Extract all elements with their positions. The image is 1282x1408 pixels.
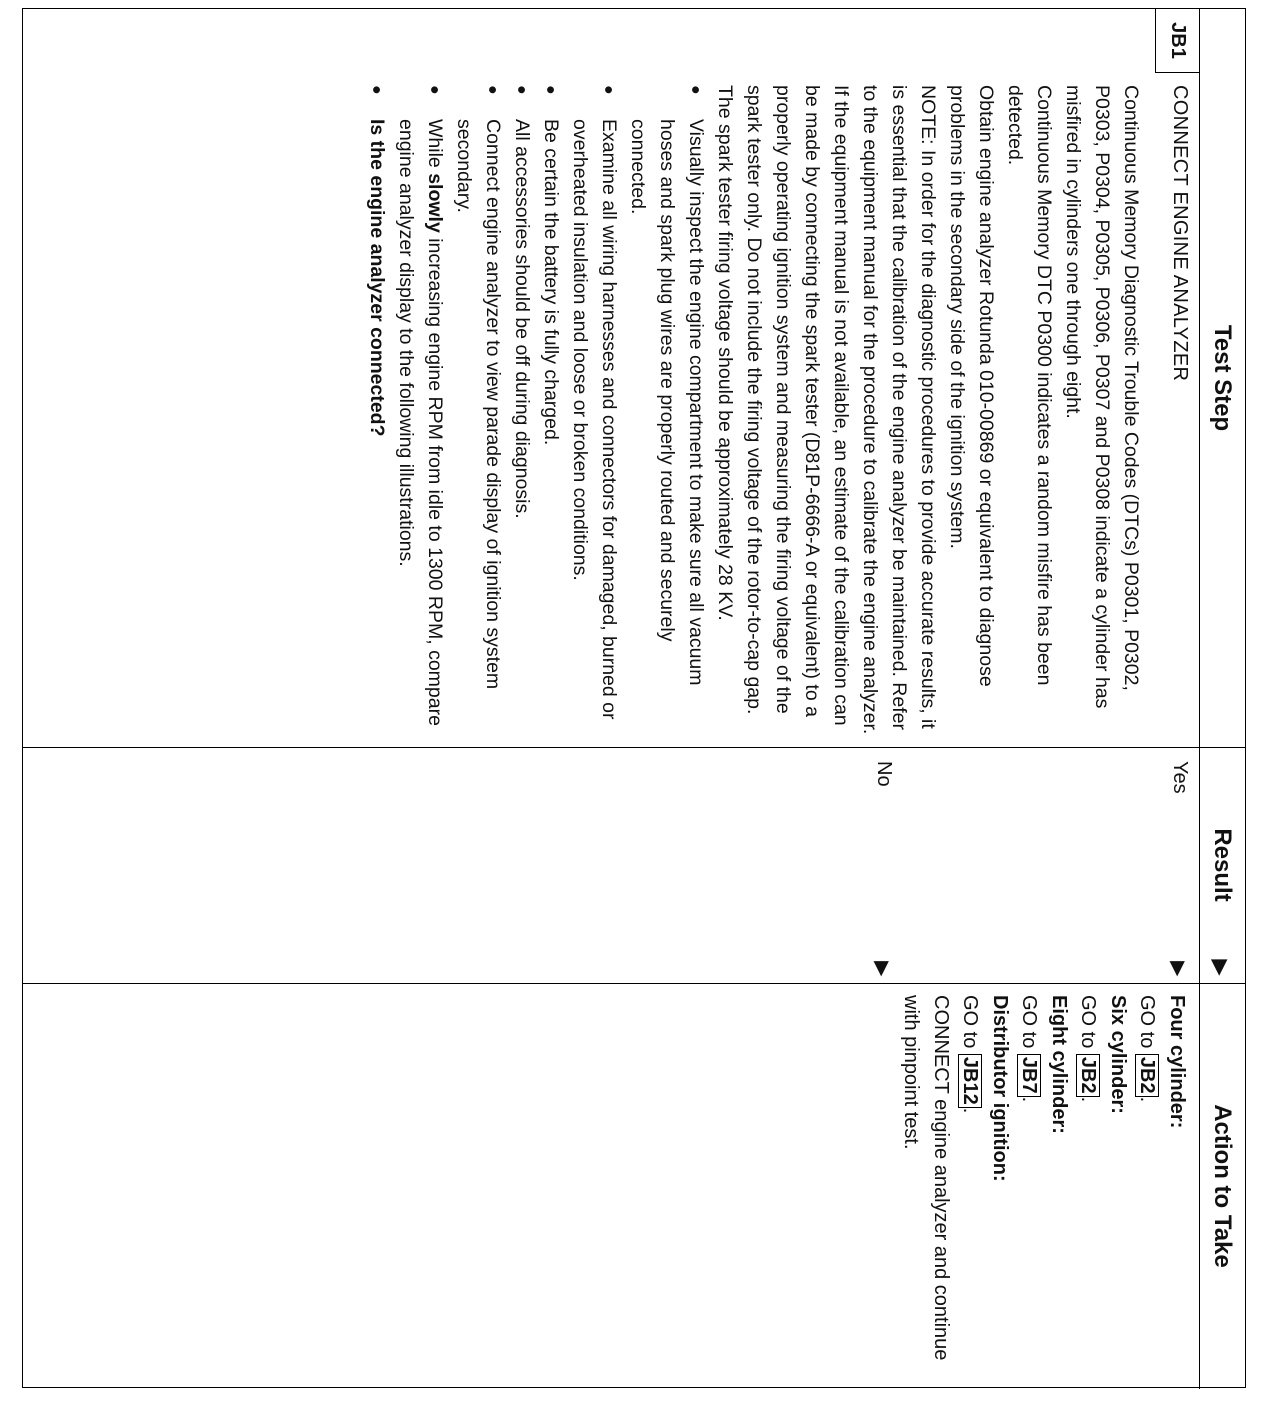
bullet-item: ● All accessories should be off during diagnosis. [507, 119, 536, 735]
column-divider [23, 983, 1245, 984]
action-list [896, 995, 1191, 1379]
header-result-label: Result [1209, 828, 1237, 902]
go-to-text: GO to [1018, 995, 1041, 1054]
step-body [362, 85, 1145, 735]
step-link-jb2[interactable]: JB2 [1077, 1054, 1101, 1097]
arrow-icon: ▶ [871, 961, 893, 977]
eight-cylinder-label: Eight cylinder: [1048, 995, 1070, 1134]
header-action [1199, 983, 1245, 1389]
header-test-step [1199, 9, 1245, 747]
four-cylinder-label: Four cylinder: [1166, 995, 1188, 1129]
bullet-item: ● Be certain the battery is fully charged. [536, 119, 565, 735]
go-to-text: GO to [1136, 995, 1159, 1054]
step-paragraph: Continuous Memory DTC P0300 indicates a random misfire has been detected. [1004, 85, 1055, 686]
step-id-label: JB1 [1167, 22, 1189, 59]
six-cylinder-label: Six cylinder: [1107, 995, 1129, 1114]
header-test-step-label: Test Step [1209, 324, 1237, 432]
arrow-icon: ▶ [1209, 959, 1231, 975]
rpm-text-bold: slowly [424, 173, 446, 233]
diagnostic-table [22, 8, 1246, 1388]
step-question: ● Is the engine analyzer connected? [362, 119, 391, 735]
bullet-item: ● Visually inspect the engine compartment to make sure all vacuum hoses and spark plug wires are properly routed and securely connected. [623, 119, 710, 735]
step-bullets [362, 85, 710, 735]
distributor-ignition-action: GO to JB12. [959, 995, 982, 1114]
step-paragraph: Continuous Memory Diagnostic Trouble Codes (DTCs) P0301, P0302, P0303, P0304, P0305, P0306, P0307 and P0308 indicate a cylinder has misfired in cylinders one through eight. [1062, 85, 1142, 709]
result-no: No [873, 761, 895, 787]
bullet-item-rpm [391, 119, 449, 735]
eight-cylinder-action: GO to JB7. [1018, 995, 1041, 1103]
header-action-label: Action to Take [1209, 1104, 1237, 1268]
column-divider [23, 747, 1245, 748]
no-action-text: CONNECT engine analyzer and continue with pinpoint test. [900, 995, 952, 1361]
step-title: CONNECT ENGINE ANALYZER [1169, 85, 1191, 382]
step-paragraph: Obtain engine analyzer Rotunda 010-00869 or equivalent to diagnose problems in the secondary side of the ignition system. [946, 85, 997, 687]
distributor-ignition-label: Distributor ignition: [989, 995, 1011, 1182]
result-yes: Yes [1169, 761, 1191, 794]
step-link-jb2[interactable]: JB2 [1136, 1054, 1160, 1097]
six-cylinder-action: GO to JB2. [1077, 995, 1100, 1103]
four-cylinder-action: GO to JB2. [1136, 995, 1159, 1103]
rpm-text-post: increasing engine RPM from idle to 1300 RPM, compare engine analyzer display to the following illustrations. [395, 119, 446, 726]
step-id [1155, 9, 1199, 73]
step-note: NOTE: In order for the diagnostic procedures to provide accurate results, it is essential that the calibration of the engine analyzer be maintained. Refer to the equipment manual for the procedure to calibrate the engine analyzer. If the equipment manual is not available, an estimate of the calibration can be made by connecting the spark tester (D81P-6666-A or equivalent) to a properly operating ignition system and measuring the firing voltage of the spark tester only. Do not include the firing voltage of the rotor-to-cap gap. The spark tester firing voltage should be approximately 28 KV. [714, 85, 939, 735]
step-link-jb12[interactable]: JB12 [959, 1054, 983, 1108]
go-to-text: GO to [1077, 995, 1100, 1054]
rpm-text-pre: While [424, 119, 446, 174]
bullet-item: ● Connect engine analyzer to view parade display of ignition system secondary. [449, 119, 507, 735]
bullet-item: ● Examine all wiring harnesses and connectors for damaged, burned or overheated insulation and loose or broken conditions. [565, 119, 623, 735]
step-link-jb7[interactable]: JB7 [1018, 1054, 1042, 1097]
go-to-text: GO to [959, 995, 982, 1054]
header-result [1199, 747, 1245, 983]
arrow-icon: ▶ [1167, 961, 1189, 977]
